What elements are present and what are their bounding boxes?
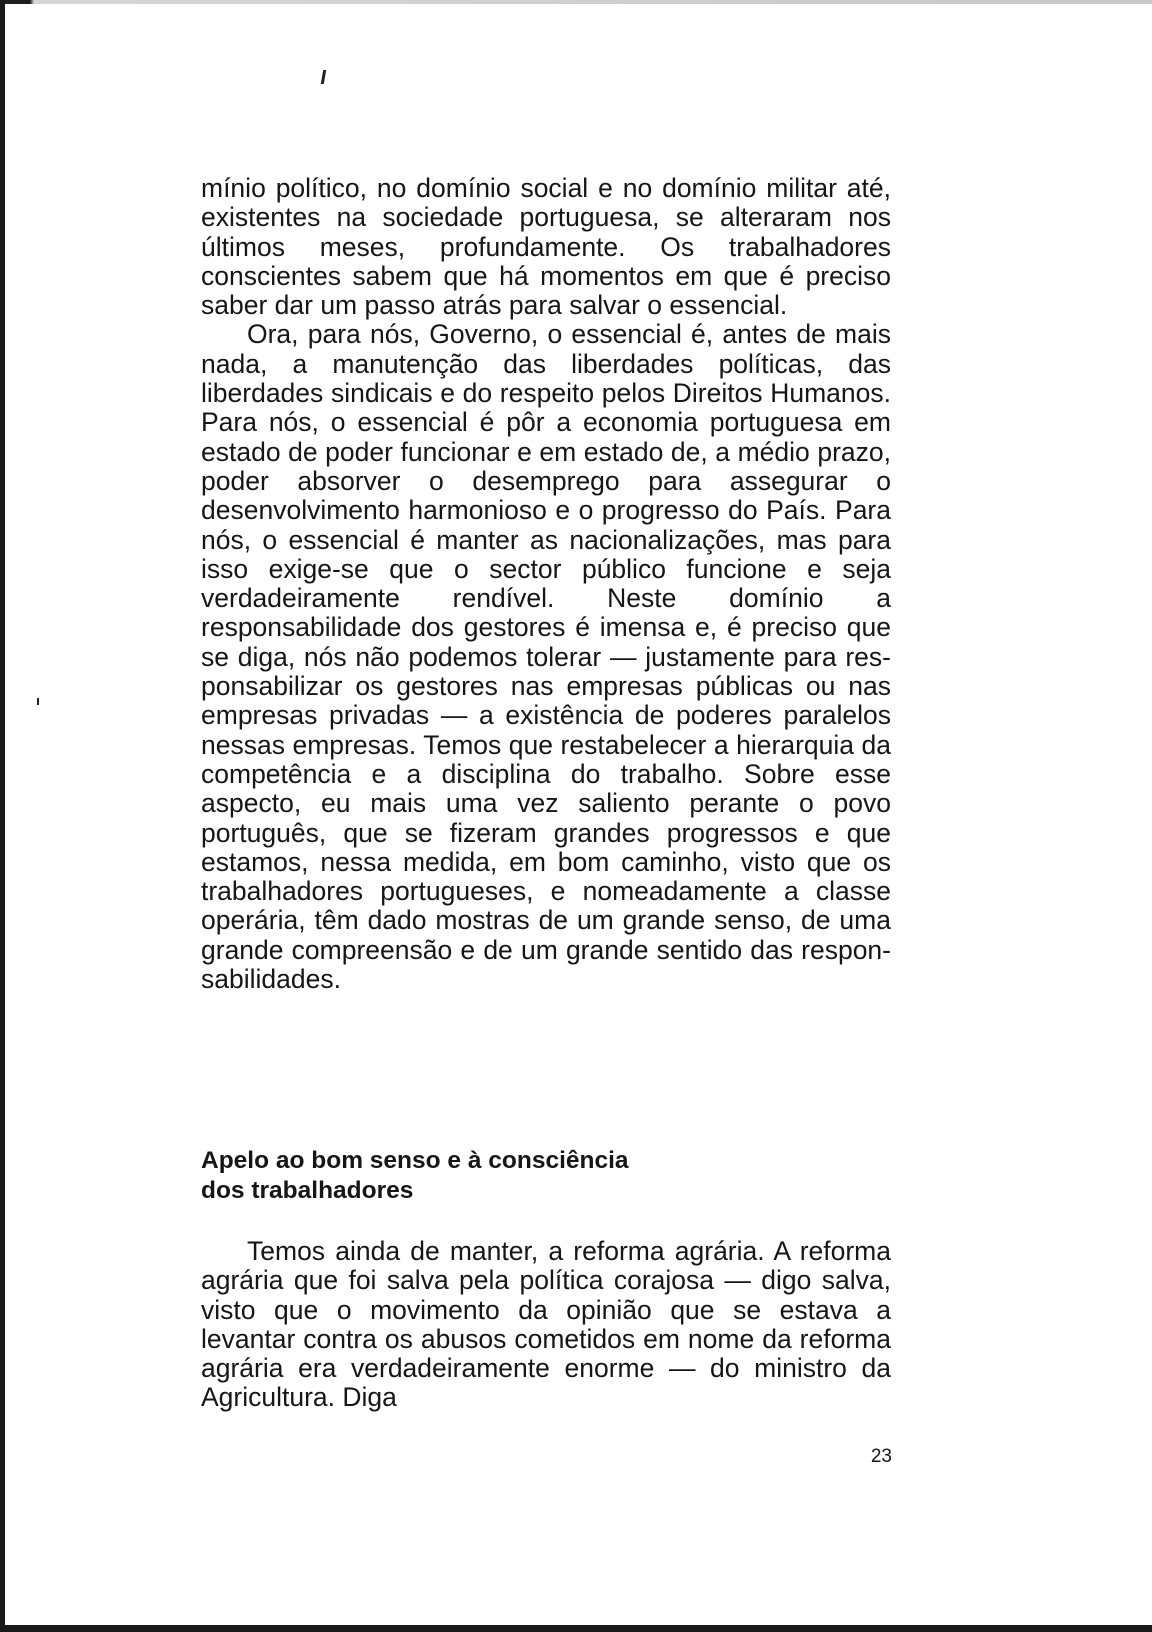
body-text-lower — [201, 1237, 891, 1413]
section-heading — [201, 1146, 801, 1205]
scan-speck — [37, 698, 39, 705]
section-heading-line-1: Apelo ao bom senso e à consciência — [201, 1147, 629, 1174]
section-heading-line-2: dos trabalhadores — [201, 1176, 414, 1204]
page-number: 23 — [870, 1446, 892, 1467]
paragraph-continued: mínio político, no domínio social e no domínio militar até, existentes na sociedade portuguesa, se alteraram nos últimos meses, profundamente. Os trabalhadores conscientes sabem que há momentos em que é preciso saber dar um passo atrás para salvar o essencial. — [201, 173, 891, 321]
scan-edge-top — [0, 0, 1152, 4]
paragraph-essencial: Ora, para nós, Governo, o essencial é, antes de mais nada, a manutenção das liberdades políticas, das liberdades sindicais e do respeito pelos Direitos Humanos. Para nós, o essencial é pôr a economia portuguesa em estado de poder funcionar e em estado de, a médio prazo, poder absorver o desemprego para assegurar o desenvolvimento harmonioso e o progresso do País. Para nós, o essencial é manter as nacionalizações, mas para isso exige-se que o sector público funcione e seja verdadeiramente rendível. Neste domínio a responsabilidade dos gestores é imensa e, é preciso que se diga, nós não podemos tolerar — justamente para responsabilizar os gestores nas empresas públicas ou nas empresas privadas — a existência de poderes paralelos nessas empresas. Temos que restabelecer a hierarquia da competência e a disciplina do trabalho. Sobre esse aspecto, eu mais uma vez saliento perante o povo português, que se fizeram grandes progressos e que estamos, nessa medida, em bom caminho, visto que os trabalhadores portugueses, e nomeadamente a classe operária, têm dado mostras de um grande senso, de uma grande compreensão e de um grande sentido das responsabilidades. — [201, 319, 891, 995]
body-text-upper — [201, 174, 891, 994]
scan-speck — [321, 70, 326, 84]
paragraph-reforma-agraria: Temos ainda de manter, a reforma agrária. A reforma agrária que foi salva pela política corajosa — digo salva, visto que o movimento da opinião que se estava a levantar contra os abusos cometidos em nome da reforma agrária era verdadeiramente enorme — do ministro da Agricultura. Diga — [201, 1236, 891, 1413]
scan-edge-bottom — [0, 1625, 1152, 1632]
scan-edge-left — [0, 0, 5, 1632]
